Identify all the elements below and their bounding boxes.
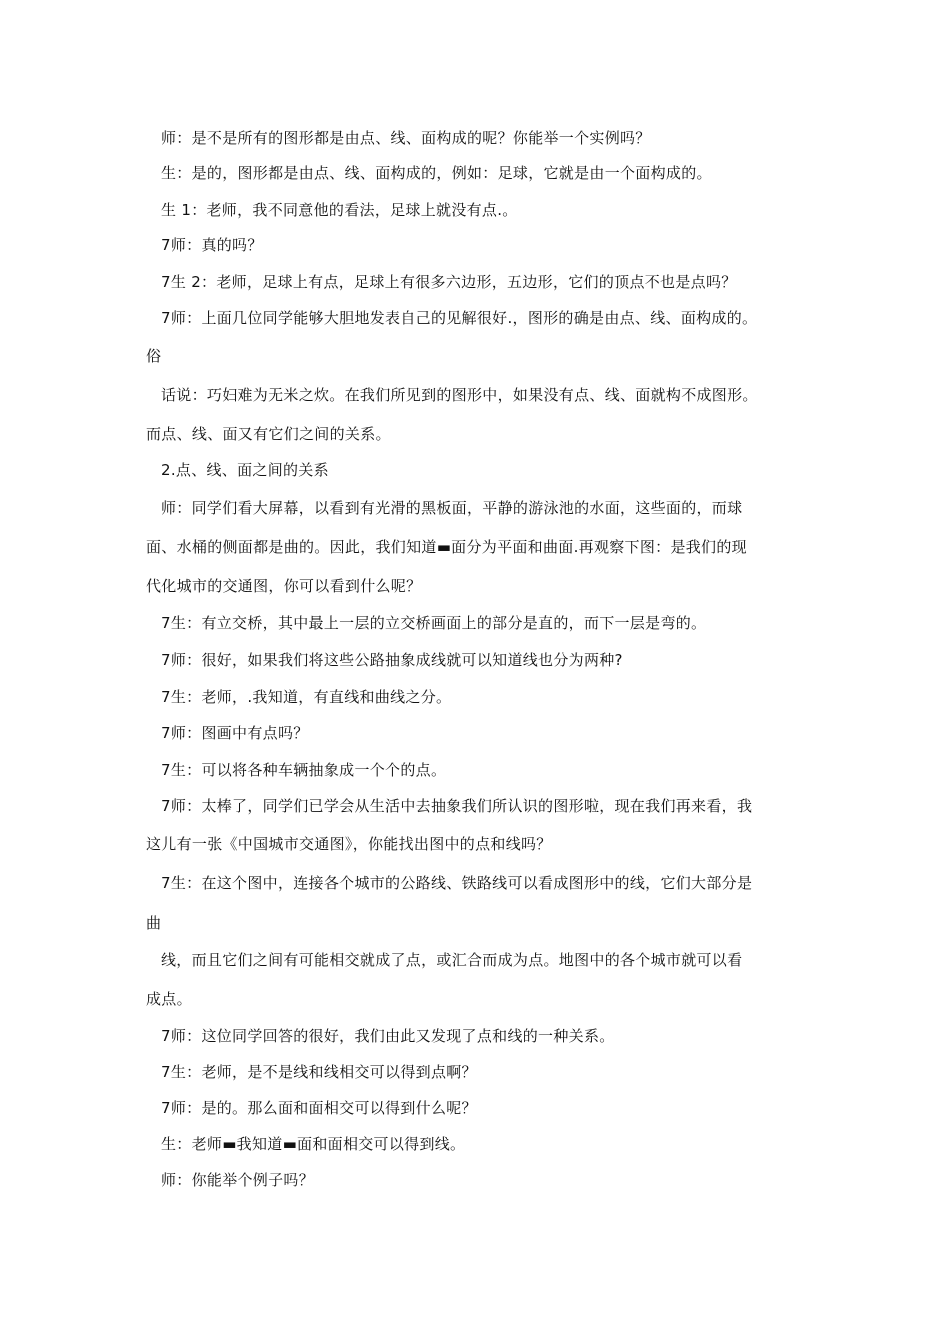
dialogue-line: 话说：巧妇难为无米之炊。在我们所见到的图形中，如果没有点、线、面就构不成图形。 [161,386,758,404]
dialogue-line: 面、水桶的侧面都是曲的。因此，我们知道▬面分为平面和曲面.再观察下图：是我们的现 [146,538,747,556]
dialogue-line: 代化城市的交通图，你可以看到什么呢？ [146,577,422,595]
dialogue-line: 7生：在这个图中，连接各个城市的公路线、铁路线可以看成图形中的线，它们大部分是 [161,874,753,892]
dialogue-line: 7师：是的。那么面和面相交可以得到什么呢？ [161,1099,477,1117]
dialogue-line: 7师：上面几位同学能够大胆地发表自己的见解很好.，图形的确是由点、线、面构成的。 [161,309,758,327]
dialogue-line: 成点。 [146,990,192,1008]
dialogue-line: 7师：真的吗？ [161,236,263,254]
dialogue-line: 而点、线、面又有它们之间的关系。 [146,425,391,443]
dialogue-line: 7生：可以将各种车辆抽象成一个个的点。 [161,761,447,779]
dialogue-line: 师：你能举个例子吗？ [161,1171,315,1189]
dialogue-line: 生：是的，图形都是由点、线、面构成的，例如：足球，它就是由一个面构成的。 [161,164,712,182]
dialogue-line: 7师：图画中有点吗？ [161,724,309,742]
dialogue-line: 曲 [146,914,162,932]
dialogue-line: 生：老师▬我知道▬面和面相交可以得到线。 [161,1135,466,1153]
dialogue-line: 这儿有一张《中国城市交通图》，你能找出图中的点和线吗？ [146,835,552,853]
dialogue-line: 生 1：老师，我不同意他的看法，足球上就没有点.。 [161,201,518,219]
dialogue-line: 师：是不是所有的图形都是由点、线、面构成的呢？你能举一个实例吗？ [161,129,651,147]
dialogue-line: 7师：很好，如果我们将这些公路抽象成线就可以知道线也分为两种? [161,651,623,669]
dialogue-line: 7师：这位同学回答的很好，我们由此又发现了点和线的一种关系。 [161,1027,615,1045]
dialogue-line: 7生：老师，是不是线和线相交可以得到点啊？ [161,1063,477,1081]
dialogue-line: 线，而且它们之间有可能相交就成了点，或汇合而成为点。地图中的各个城市就可以看 [161,951,743,969]
dialogue-line: 7生 2：老师，足球上有点，足球上有很多六边形，五边形，它们的顶点不也是点吗？ [161,273,737,291]
dialogue-line: 俗 [146,347,162,365]
dialogue-line: 师：同学们看大屏幕，以看到有光滑的黑板面，平静的游泳池的水面，这些面的，而球 [161,499,743,517]
dialogue-line: 7生：老师，.我知道，有直线和曲线之分。 [161,688,452,706]
dialogue-line: 7师：太棒了，同学们已学会从生活中去抽象我们所认识的图形啦，现在我们再来看，我 [161,797,753,815]
section-heading: 2.点、线、面之间的关系 [161,461,329,479]
dialogue-line: 7生：有立交桥，其中最上一层的立交桥画面上的部分是直的，而下一层是弯的。 [161,614,707,632]
